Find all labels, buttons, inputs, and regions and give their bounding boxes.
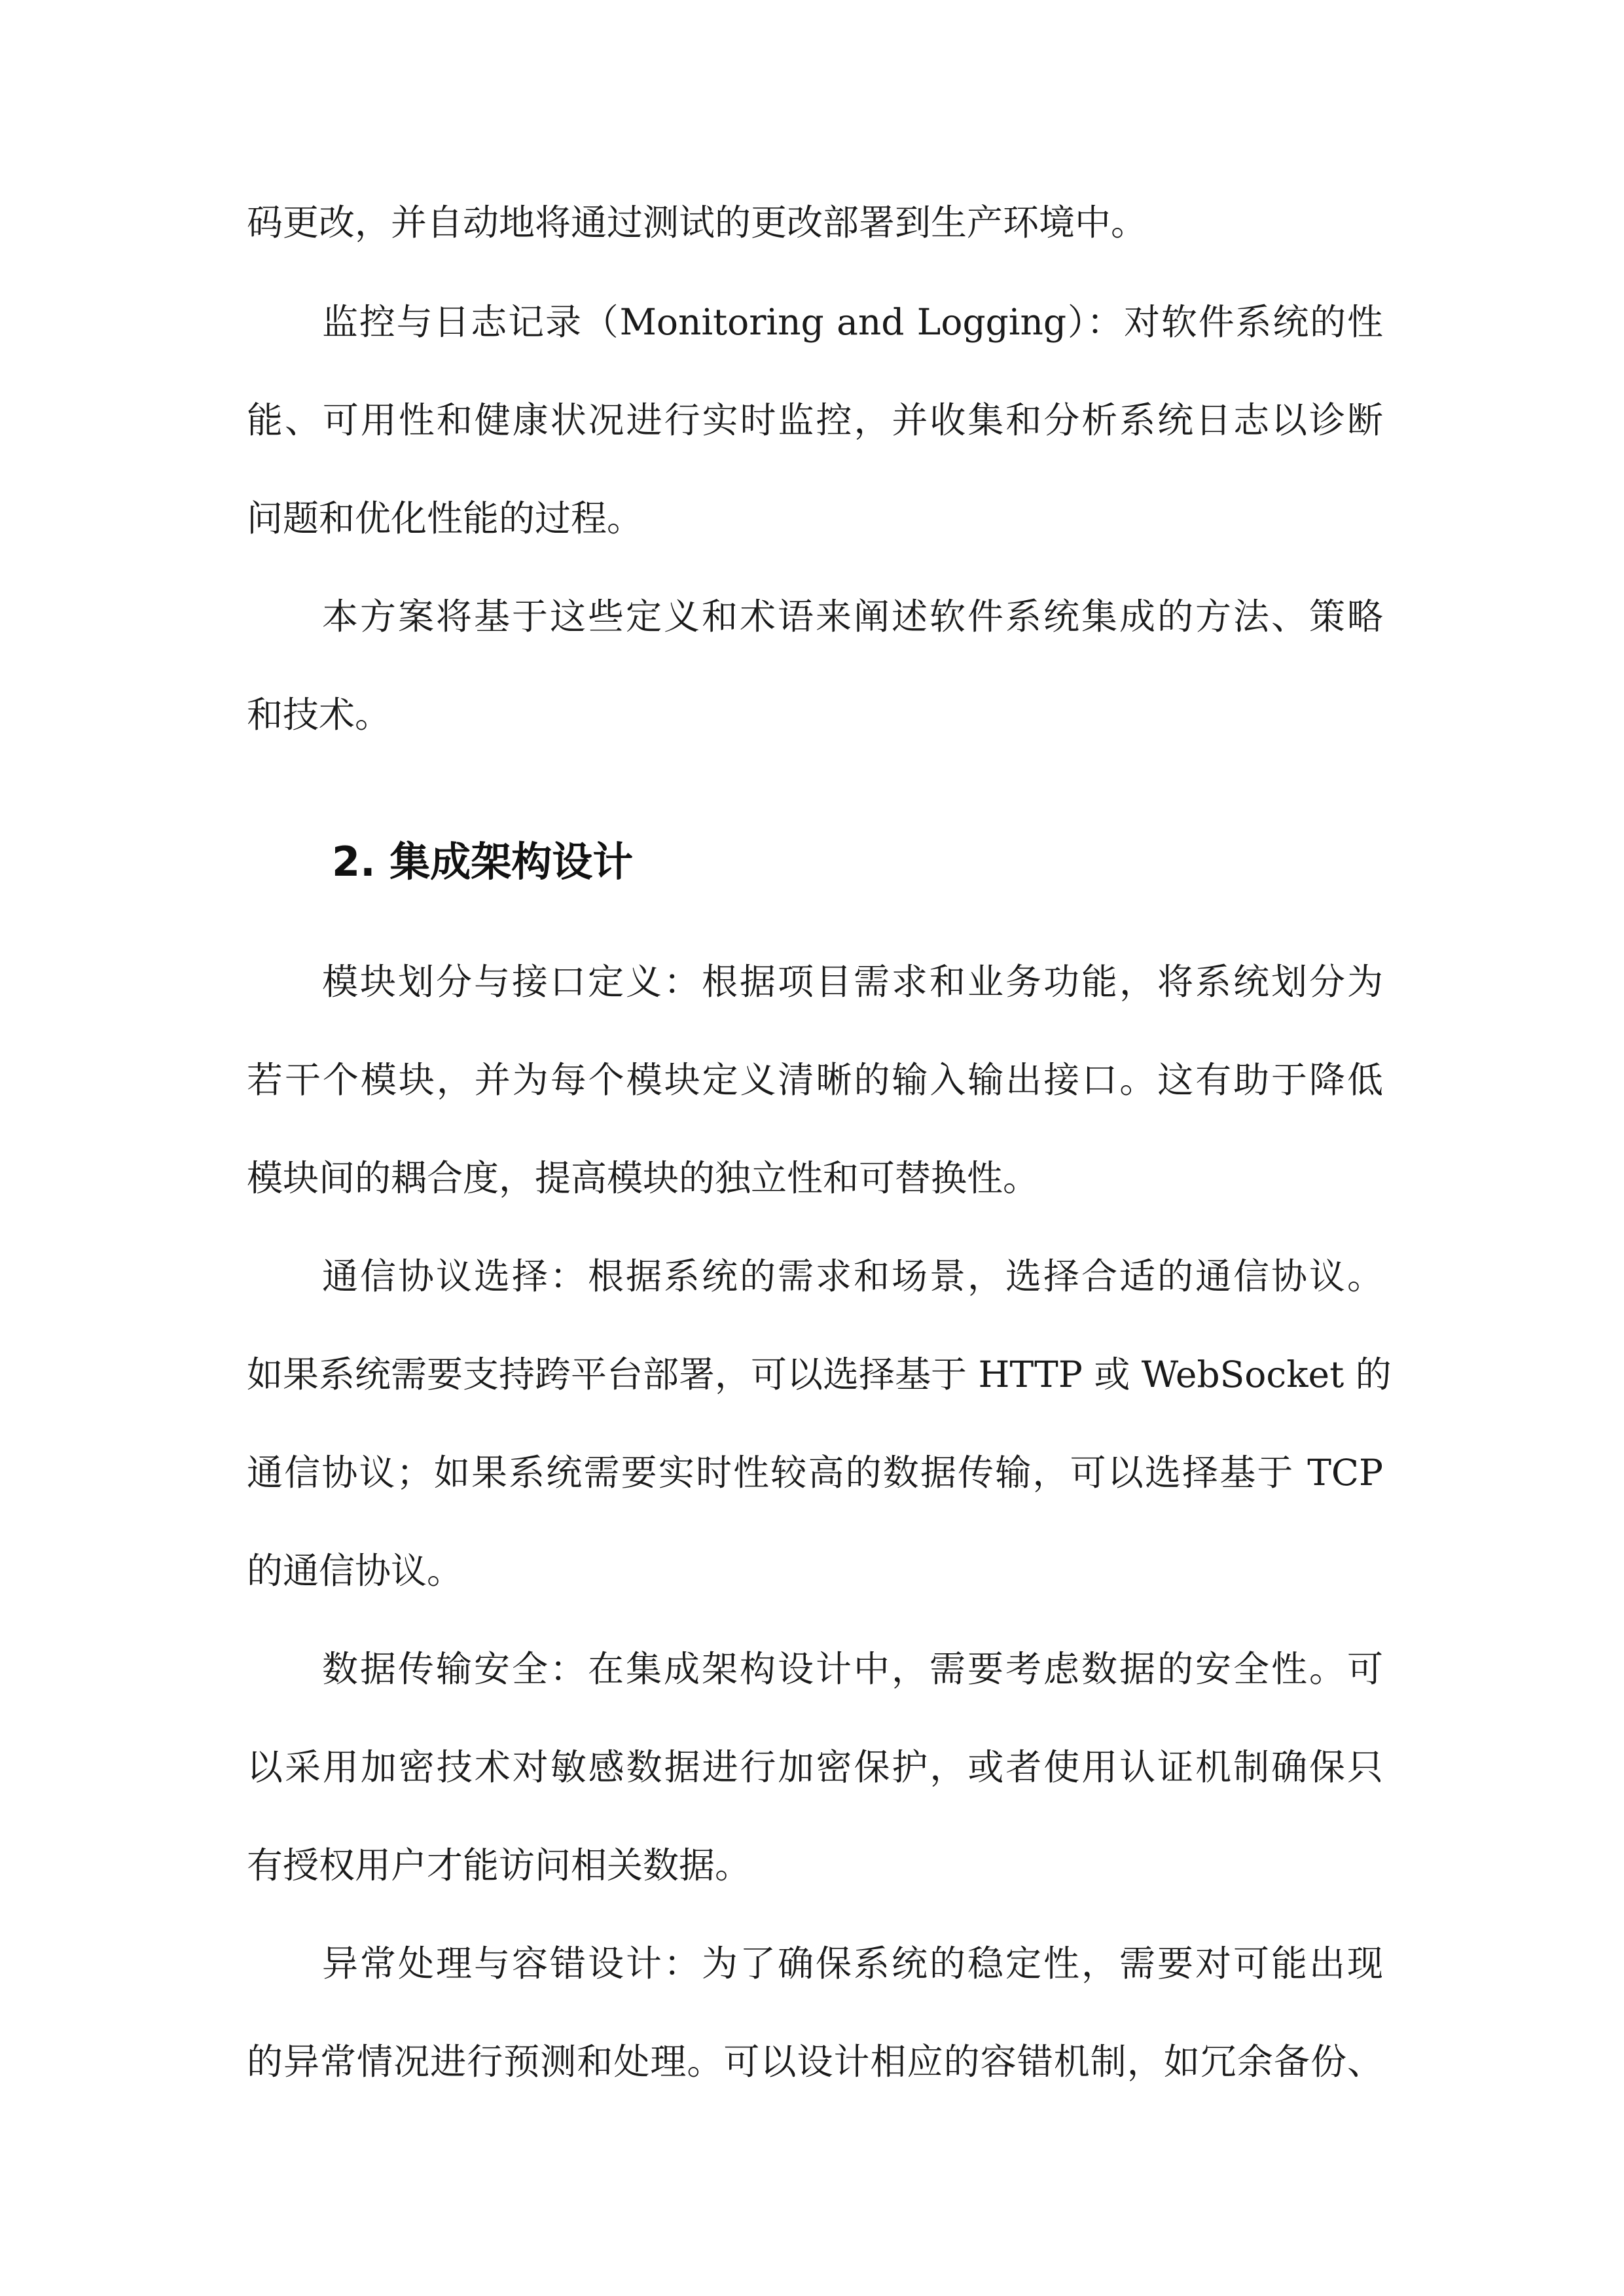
- paragraph-4-line-3: 模块间的耦合度，提高模块的独立性和可替换性。: [247, 1157, 1039, 1199]
- paragraph-2-line-3: 问题和优化性能的过程。: [247, 497, 643, 539]
- paragraph-5-line-2: 如果系统需要支持跨平台部署，可以选择基于 HTTP 或 WebSocket 的: [247, 1354, 1392, 1395]
- paragraph-2-line-1: 监控与日志记录（Monitoring and Logging）：对软件系统的性: [322, 301, 1383, 343]
- section-heading: 2. 集成架构设计: [332, 838, 634, 886]
- paragraph-1-line-1: 码更改，并自动地将通过测试的更改部署到生产环境中。: [247, 202, 1147, 243]
- paragraph-5-line-3: 通信协议；如果系统需要实时性较高的数据传输，可以选择基于 TCP: [247, 1452, 1383, 1494]
- paragraph-4-line-1: 模块划分与接口定义：根据项目需求和业务功能，将系统划分为: [322, 961, 1383, 1003]
- paragraph-5-line-1: 通信协议选择：根据系统的需求和场景，选择合适的通信协议。: [322, 1255, 1383, 1297]
- paragraph-2-line-2: 能、可用性和健康状况进行实时监控，并收集和分析系统日志以诊断: [247, 399, 1383, 441]
- paragraph-7-line-1: 异常处理与容错设计：为了确保系统的稳定性，需要对可能出现: [322, 1943, 1383, 1984]
- paragraph-7-line-2: 的异常情况进行预测和处理。可以设计相应的容错机制，如冗余备份、: [247, 2041, 1383, 2083]
- paragraph-5-line-4: 的通信协议。: [247, 1550, 463, 1592]
- paragraph-4-line-2: 若干个模块，并为每个模块定义清晰的输入输出接口。这有助于降低: [247, 1059, 1383, 1101]
- paragraph-6-line-3: 有授权用户才能访问相关数据。: [247, 1844, 751, 1886]
- paragraph-6-line-2: 以采用加密技术对敏感数据进行加密保护，或者使用认证机制确保只: [247, 1746, 1383, 1788]
- paragraph-3-line-2: 和技术。: [247, 694, 391, 736]
- paragraph-3-line-1: 本方案将基于这些定义和术语来阐述软件系统集成的方法、策略: [322, 596, 1383, 637]
- paragraph-6-line-1: 数据传输安全：在集成架构设计中，需要考虑数据的安全性。可: [322, 1648, 1383, 1690]
